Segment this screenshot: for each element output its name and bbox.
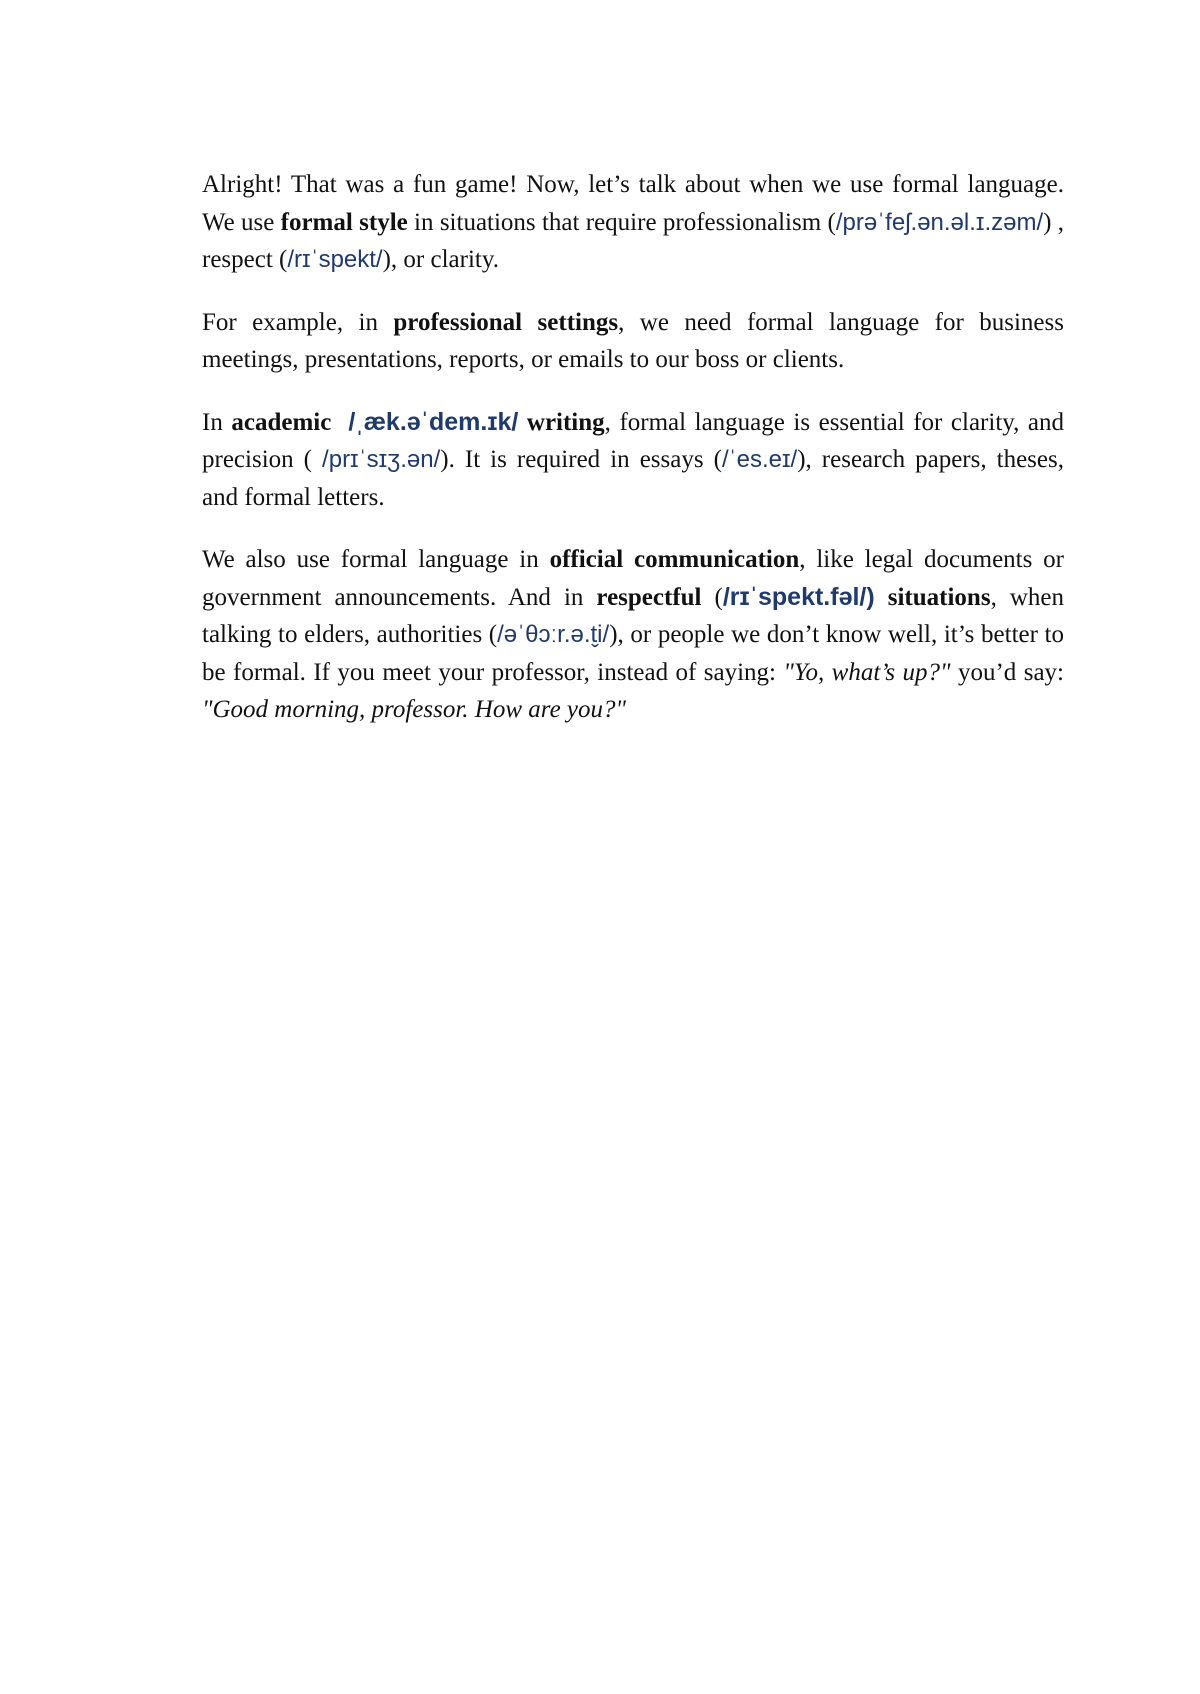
ipa-academic: /ˌæk.əˈdem.ɪk/ xyxy=(348,407,519,436)
text: , we need formal language for business meetings, presentations, reports, or emails to our boss or clients. xyxy=(202,308,1064,373)
ipa-professionalism: /prəˈfeʃ.ən.əl.ɪ.zəm/ xyxy=(835,208,1044,236)
bold-term-official-communication: official communication xyxy=(549,546,800,573)
ipa-respect: /rɪˈspekt/ xyxy=(287,246,383,273)
document-body xyxy=(202,166,1064,754)
spacer xyxy=(331,409,348,436)
ipa-essay: /ˈes.eɪ/ xyxy=(721,446,798,473)
text: , when talking to elders, authorities ( xyxy=(202,583,1064,648)
text: In xyxy=(202,408,232,436)
paragraph-official-communication xyxy=(202,541,1064,729)
paragraph-professional-settings xyxy=(202,304,1064,379)
text: Alright! That was a fun game! Now, let’s talk about when we use formal language. We use xyxy=(202,171,1064,236)
text: ) , respect ( xyxy=(202,208,1065,273)
ipa-authorities: /əˈθɔːr.ə.t̬i/ xyxy=(497,621,610,648)
text: in situations that require professionalism ( xyxy=(407,208,836,236)
text: , formal language is essential for clarity, and precision ( xyxy=(202,408,1065,473)
text xyxy=(875,584,888,611)
paragraph-academic-writing xyxy=(202,404,1064,517)
bold-term-writing: writing xyxy=(526,408,605,436)
bold-term-situations: situations xyxy=(887,583,991,611)
text: ). It is required in essays ( xyxy=(440,446,722,473)
text xyxy=(518,409,527,436)
text: ), research papers, theses, and formal letters. xyxy=(202,446,1064,511)
bold-term-academic: academic xyxy=(231,408,332,436)
italic-quote-informal: "Yo, what’s up?" xyxy=(783,658,951,686)
bold-term-professional-settings: professional settings xyxy=(393,308,619,336)
ipa-respectful: /rɪˈspekt.fəl/) xyxy=(722,582,875,611)
text: you’d say: xyxy=(950,658,1064,686)
bold-term-formal-style: formal style xyxy=(280,208,408,236)
text: ( xyxy=(701,583,723,611)
text: , like legal documents or government announcements. And in xyxy=(202,546,1065,611)
text: ), or clarity. xyxy=(382,246,499,273)
text: We also use formal language in xyxy=(202,546,550,573)
paragraph-formal-language-intro xyxy=(202,166,1064,279)
bold-term-respectful: respectful xyxy=(596,583,702,611)
text: ), or people we don’t know well, it’s better to be formal. If you meet your professor, instead of saying: xyxy=(202,621,1064,686)
text: For example, in xyxy=(202,308,394,336)
italic-quote-formal: "Good morning, professor. How are you?" xyxy=(202,696,627,723)
ipa-precision: /prɪˈsɪʒ.ən/ xyxy=(322,446,441,473)
